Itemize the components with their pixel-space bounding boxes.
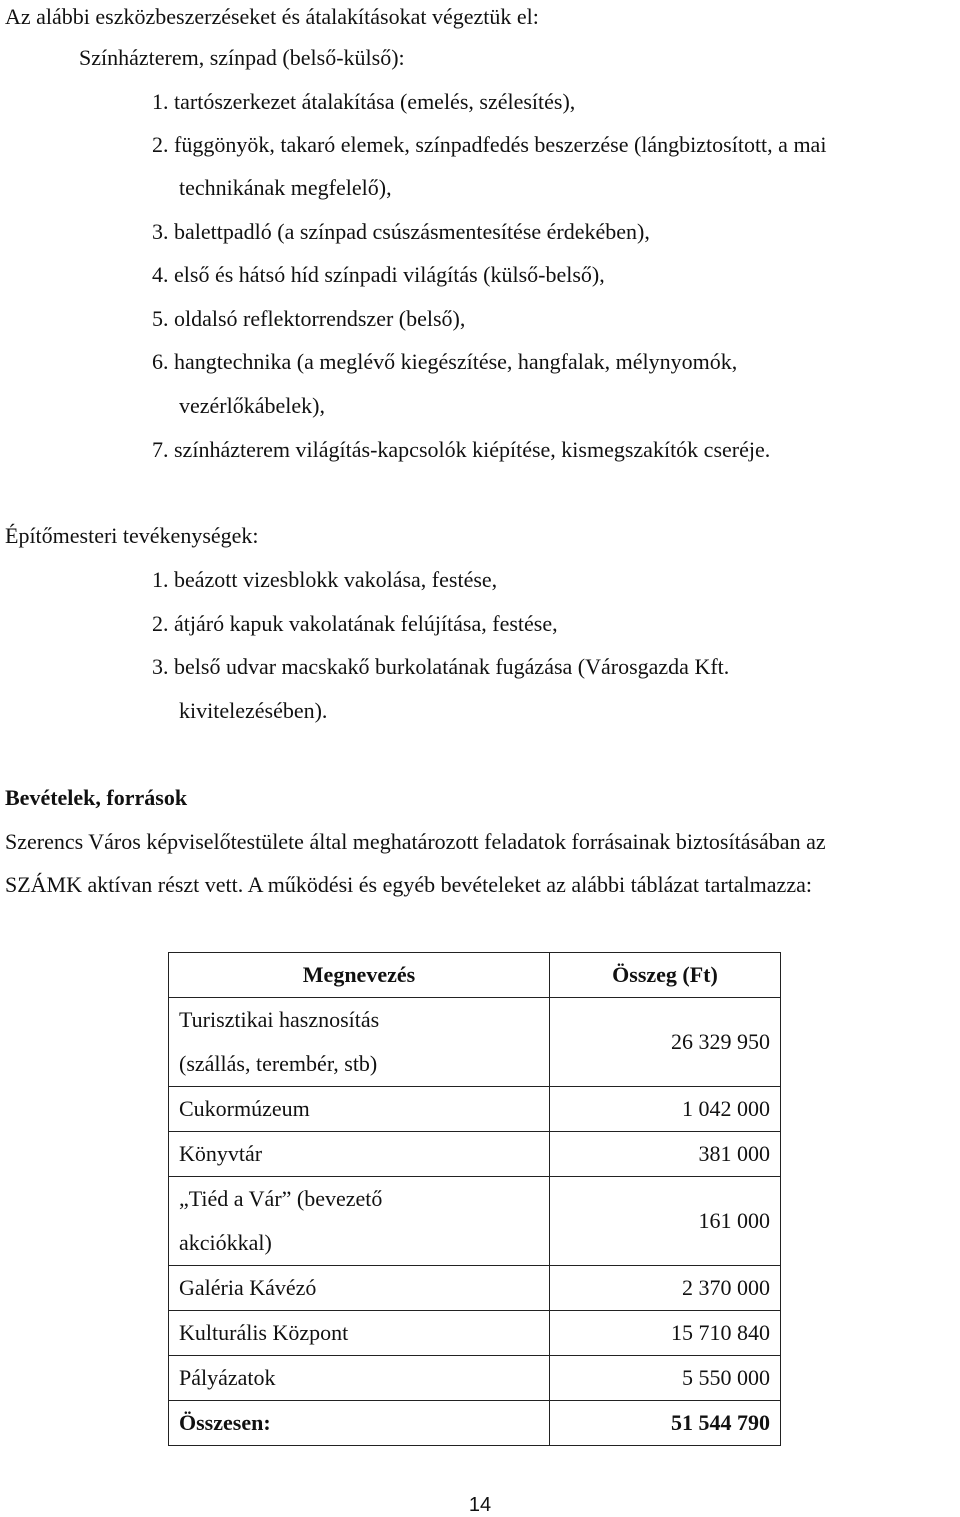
theater-item: 2. függönyök, takaró elemek, színpadfedés beszerzése (lángbiztosított, a mai <box>152 132 827 157</box>
row-name <box>169 1177 550 1266</box>
row-amount: 2 370 000 <box>550 1266 781 1311</box>
row-amount: 15 710 840 <box>550 1311 781 1356</box>
income-paragraph-line: Szerencs Város képviselőtestülete által meghatározott feladatok forrásainak biztosításában az <box>5 829 826 854</box>
table-row <box>169 998 781 1087</box>
theater-heading: Színházterem, színpad (belső-külső): <box>79 45 405 70</box>
construction-item: 3. belső udvar macskakő burkolatának fugázása (Városgazda Kft. <box>152 654 730 679</box>
theater-item: 6. hangtechnika (a meglévő kiegészítése, hangfalak, mélynyomók, <box>152 349 738 374</box>
theater-item: 4. első és hátsó híd színpadi világítás (külső-belső), <box>152 262 605 287</box>
table-row <box>169 1132 781 1177</box>
row-name-line: akciókkal) <box>179 1230 272 1255</box>
table-row <box>169 1087 781 1132</box>
row-amount: 381 000 <box>550 1132 781 1177</box>
total-label: Összesen: <box>169 1401 550 1446</box>
construction-item-continuation: kivitelezésében). <box>179 698 328 723</box>
row-amount: 1 042 000 <box>550 1087 781 1132</box>
row-name: Cukormúzeum <box>169 1087 550 1132</box>
income-heading: Bevételek, források <box>5 785 188 810</box>
table-row <box>169 1266 781 1311</box>
header-amount: Összeg (Ft) <box>550 953 781 998</box>
construction-item: 1. beázott vizesblokk vakolása, festése, <box>152 567 498 592</box>
theater-item-continuation: vezérlőkábelek), <box>179 393 325 418</box>
table-header-row <box>169 953 781 998</box>
theater-item: 5. oldalsó reflektorrendszer (belső), <box>152 306 466 331</box>
total-amount: 51 544 790 <box>550 1401 781 1446</box>
row-name-line: „Tiéd a Vár” (bevezető <box>179 1186 383 1211</box>
row-name: Galéria Kávézó <box>169 1266 550 1311</box>
construction-item: 2. átjáró kapuk vakolatának felújítása, festése, <box>152 611 558 636</box>
intro-text: Az alábbi eszközbeszerzéseket és átalakításokat végeztük el: <box>5 4 539 29</box>
page-number: 14 <box>468 1494 492 1516</box>
row-name-line: (szállás, terembér, stb) <box>179 1051 378 1076</box>
row-amount: 5 550 000 <box>550 1356 781 1401</box>
theater-item: 7. színházterem világítás-kapcsolók kiépítése, kismegszakítók cseréje. <box>152 437 771 462</box>
theater-item-continuation: technikának megfelelő), <box>179 175 392 200</box>
row-name <box>169 998 550 1087</box>
row-name-line: Turisztikai hasznosítás <box>179 1007 380 1032</box>
theater-item: 1. tartószerkezet átalakítása (emelés, szélesítés), <box>152 89 576 114</box>
row-name: Pályázatok <box>169 1356 550 1401</box>
table-row <box>169 1356 781 1401</box>
row-amount: 26 329 950 <box>550 998 781 1087</box>
theater-item: 3. balettpadló (a színpad csúszásmentesítése érdekében), <box>152 219 650 244</box>
row-amount: 161 000 <box>550 1177 781 1266</box>
row-name: Kulturális Központ <box>169 1311 550 1356</box>
income-table <box>168 952 781 1446</box>
header-name: Megnevezés <box>169 953 550 998</box>
table-total-row <box>169 1401 781 1446</box>
income-paragraph-line: SZÁMK aktívan részt vett. A működési és egyéb bevételeket az alábbi táblázat tartalmazza: <box>5 872 812 897</box>
construction-heading: Építőmesteri tevékenységek: <box>5 523 259 548</box>
row-name: Könyvtár <box>169 1132 550 1177</box>
table-row <box>169 1311 781 1356</box>
table-row <box>169 1177 781 1266</box>
